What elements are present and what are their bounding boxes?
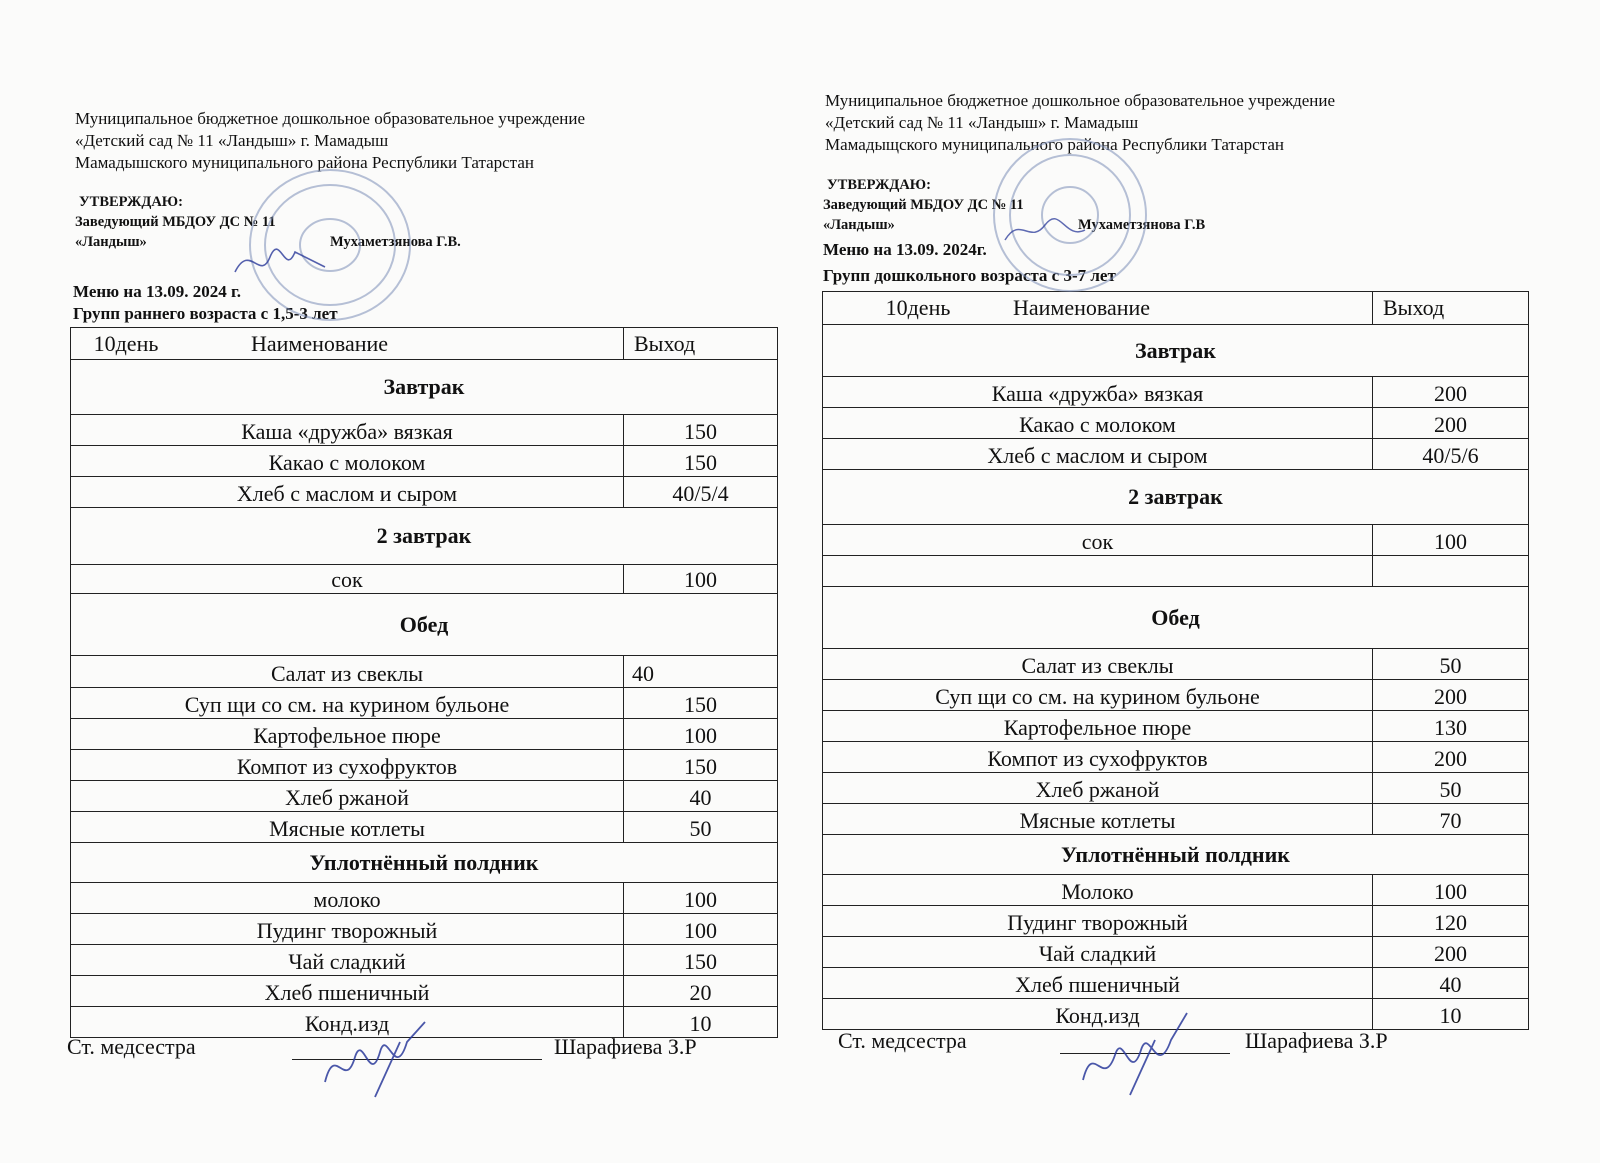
group-title: Групп раннего возраста с 1,5-3 лет bbox=[73, 304, 338, 323]
table-head-day-name bbox=[823, 292, 1373, 325]
menu-row bbox=[71, 688, 778, 719]
dish-yield: 50 bbox=[1373, 773, 1529, 804]
head-name: Наименование bbox=[1013, 295, 1151, 320]
right-menu-title-block bbox=[823, 239, 1116, 287]
right-org-header bbox=[825, 90, 1335, 156]
approve-title: УТВЕРЖДАЮ: bbox=[79, 194, 183, 210]
menu-row bbox=[823, 968, 1529, 999]
right-approval-block bbox=[823, 175, 1303, 235]
head-yield: Выход bbox=[624, 328, 778, 360]
org-line: «Детский сад № 11 «Ландыш» г. Мамадыш bbox=[825, 113, 1139, 132]
approve-name: Мухаметзянова Г.В bbox=[1078, 217, 1206, 233]
menu-row bbox=[71, 914, 778, 945]
dish-yield: 200 bbox=[1373, 937, 1529, 968]
menu-row bbox=[823, 804, 1529, 835]
section-row bbox=[71, 594, 778, 656]
menu-row bbox=[823, 680, 1529, 711]
head-day: 10день bbox=[885, 295, 951, 320]
left-signature-row bbox=[67, 1034, 767, 1074]
section-row bbox=[823, 835, 1529, 875]
menu-row bbox=[823, 773, 1529, 804]
right-signature-row bbox=[838, 1028, 1538, 1068]
menu-row bbox=[71, 477, 778, 508]
dish-yield: 50 bbox=[624, 812, 778, 843]
dish-yield: 120 bbox=[1373, 906, 1529, 937]
table-head-day-name bbox=[71, 328, 624, 360]
org-line: «Детский сад № 11 «Ландыш» г. Мамадыш bbox=[75, 131, 389, 150]
menu-row bbox=[71, 750, 778, 781]
dish-name: Конд.изд bbox=[823, 999, 1373, 1030]
table-head-row bbox=[823, 292, 1529, 325]
org-line: Муниципальное бюджетное дошкольное образовательное учреждение bbox=[825, 91, 1335, 110]
menu-row bbox=[71, 1007, 778, 1038]
dish-name: Компот из сухофруктов bbox=[71, 750, 624, 781]
dish-name bbox=[823, 556, 1373, 587]
dish-yield: 10 bbox=[624, 1007, 778, 1038]
dish-name: Картофельное пюре bbox=[823, 711, 1373, 742]
dish-yield bbox=[1373, 556, 1529, 587]
org-line: Мамадышского муниципального района Республики Татарстан bbox=[75, 153, 534, 172]
head-day: 10день bbox=[93, 330, 159, 356]
dish-yield: 150 bbox=[624, 446, 778, 477]
approve-name: Мухаметзянова Г.В. bbox=[330, 234, 461, 250]
dish-name: молоко bbox=[71, 883, 624, 914]
menu-row bbox=[71, 945, 778, 976]
dish-yield: 100 bbox=[624, 719, 778, 750]
approve-position: Заведующий МБДОУ ДС № 11 bbox=[75, 214, 276, 230]
dish-yield: 100 bbox=[1373, 525, 1529, 556]
section-title: 2 завтрак bbox=[823, 470, 1529, 525]
section-row bbox=[71, 360, 778, 415]
dish-name: Хлеб пшеничный bbox=[71, 976, 624, 1007]
dish-name: Чай сладкий bbox=[823, 937, 1373, 968]
signature-name: Шарафиева З.Р bbox=[1245, 1028, 1388, 1053]
section-title: Уплотнённый полдник bbox=[823, 835, 1529, 875]
dish-yield: 10 bbox=[1373, 999, 1529, 1030]
table-head-row bbox=[71, 328, 778, 360]
dish-name: Хлеб ржаной bbox=[71, 781, 624, 812]
menu-title: Меню на 13.09. 2024г. bbox=[823, 240, 987, 259]
left-menu-table bbox=[70, 327, 778, 1038]
approve-org: «Ландыш» bbox=[823, 217, 895, 233]
dish-name: сок bbox=[823, 525, 1373, 556]
dish-yield: 200 bbox=[1373, 377, 1529, 408]
dish-name: Чай сладкий bbox=[71, 945, 624, 976]
dish-name: Салат из свеклы bbox=[823, 649, 1373, 680]
menu-row bbox=[823, 906, 1529, 937]
menu-row bbox=[823, 711, 1529, 742]
section-title: Завтрак bbox=[823, 325, 1529, 377]
dish-name: Мясные котлеты bbox=[823, 804, 1373, 835]
dish-yield: 40/5/6 bbox=[1373, 439, 1529, 470]
menu-row bbox=[823, 937, 1529, 968]
menu-row bbox=[71, 781, 778, 812]
menu-row bbox=[823, 875, 1529, 906]
dish-yield: 50 bbox=[1373, 649, 1529, 680]
approve-position: Заведующий МБДОУ ДС № 11 bbox=[823, 197, 1024, 213]
section-title: Обед bbox=[823, 587, 1529, 649]
dish-name: Каша «дружба» вязкая bbox=[71, 415, 624, 446]
dish-yield: 150 bbox=[624, 750, 778, 781]
dish-name: Мясные котлеты bbox=[71, 812, 624, 843]
menu-row bbox=[71, 446, 778, 477]
dish-name: Хлеб с маслом и сыром bbox=[71, 477, 624, 508]
section-row bbox=[823, 587, 1529, 649]
dish-name: Суп щи со см. на курином бульоне bbox=[823, 680, 1373, 711]
dish-yield: 20 bbox=[624, 976, 778, 1007]
org-line: Муниципальное бюджетное дошкольное образовательное учреждение bbox=[75, 109, 585, 128]
menu-row bbox=[71, 415, 778, 446]
head-yield: Выход bbox=[1373, 292, 1529, 325]
group-title: Групп дошкольного возраста с 3-7 лет bbox=[823, 266, 1116, 285]
dish-yield: 150 bbox=[624, 945, 778, 976]
dish-name: Хлеб с маслом и сыром bbox=[823, 439, 1373, 470]
dish-name: Пудинг творожный bbox=[71, 914, 624, 945]
signature-line bbox=[292, 1059, 542, 1060]
menu-title: Меню на 13.09. 2024 г. bbox=[73, 282, 241, 301]
dish-name: Хлеб ржаной bbox=[823, 773, 1373, 804]
approve-org: «Ландыш» bbox=[75, 234, 147, 250]
menu-row-empty bbox=[823, 556, 1529, 587]
approve-title: УТВЕРЖДАЮ: bbox=[827, 177, 931, 193]
section-title: 2 завтрак bbox=[71, 508, 778, 565]
right-menu-table bbox=[822, 291, 1529, 1030]
dish-name: Картофельное пюре bbox=[71, 719, 624, 750]
dish-name: Хлеб пшеничный bbox=[823, 968, 1373, 999]
left-menu-title-block bbox=[73, 281, 338, 325]
dish-name: сок bbox=[71, 565, 624, 594]
section-row bbox=[823, 470, 1529, 525]
menu-row bbox=[823, 999, 1529, 1030]
section-title: Уплотнённый полдник bbox=[71, 843, 778, 883]
signature-role: Ст. медсестра bbox=[67, 1034, 196, 1059]
menu-row bbox=[823, 439, 1529, 470]
left-approval-block bbox=[75, 192, 555, 252]
dish-name: Суп щи со см. на курином бульоне bbox=[71, 688, 624, 719]
dish-name: Конд.изд bbox=[71, 1007, 624, 1038]
dish-yield: 100 bbox=[1373, 875, 1529, 906]
menu-row bbox=[823, 408, 1529, 439]
menu-row bbox=[823, 377, 1529, 408]
dish-name: Молоко bbox=[823, 875, 1373, 906]
dish-name: Каша «дружба» вязкая bbox=[823, 377, 1373, 408]
dish-yield: 200 bbox=[1373, 408, 1529, 439]
menu-row bbox=[823, 525, 1529, 556]
section-title: Завтрак bbox=[71, 360, 778, 415]
menu-row bbox=[71, 883, 778, 914]
menu-row bbox=[71, 719, 778, 750]
dish-name: Салат из свеклы bbox=[71, 656, 624, 688]
dish-yield: 100 bbox=[624, 914, 778, 945]
dish-yield: 100 bbox=[624, 565, 778, 594]
dish-yield: 150 bbox=[624, 688, 778, 719]
dish-name: Какао с молоком bbox=[71, 446, 624, 477]
dish-name: Компот из сухофруктов bbox=[823, 742, 1373, 773]
section-row bbox=[823, 325, 1529, 377]
section-title: Обед bbox=[71, 594, 778, 656]
dish-yield: 200 bbox=[1373, 680, 1529, 711]
dish-yield: 100 bbox=[624, 883, 778, 914]
dish-yield: 40 bbox=[1373, 968, 1529, 999]
dish-yield: 200 bbox=[1373, 742, 1529, 773]
org-line: Мамадыщского муниципального района Республики Татарстан bbox=[825, 135, 1284, 154]
menu-row bbox=[71, 976, 778, 1007]
head-name: Наименование bbox=[251, 330, 389, 356]
signature-line bbox=[1060, 1053, 1230, 1054]
dish-yield: 130 bbox=[1373, 711, 1529, 742]
section-row bbox=[71, 843, 778, 883]
left-org-header bbox=[75, 108, 585, 174]
menu-row bbox=[823, 649, 1529, 680]
dish-yield: 150 bbox=[624, 415, 778, 446]
dish-name: Пудинг творожный bbox=[823, 906, 1373, 937]
dish-yield: 40 bbox=[624, 781, 778, 812]
menu-row bbox=[71, 565, 778, 594]
menu-row bbox=[71, 812, 778, 843]
menu-row bbox=[823, 742, 1529, 773]
dish-yield: 70 bbox=[1373, 804, 1529, 835]
dish-name: Какао с молоком bbox=[823, 408, 1373, 439]
section-row bbox=[71, 508, 778, 565]
dish-yield: 40 bbox=[624, 656, 778, 688]
menu-row bbox=[71, 656, 778, 688]
dish-yield: 40/5/4 bbox=[624, 477, 778, 508]
signature-role: Ст. медсестра bbox=[838, 1028, 967, 1053]
signature-name: Шарафиева З.Р bbox=[554, 1034, 697, 1059]
